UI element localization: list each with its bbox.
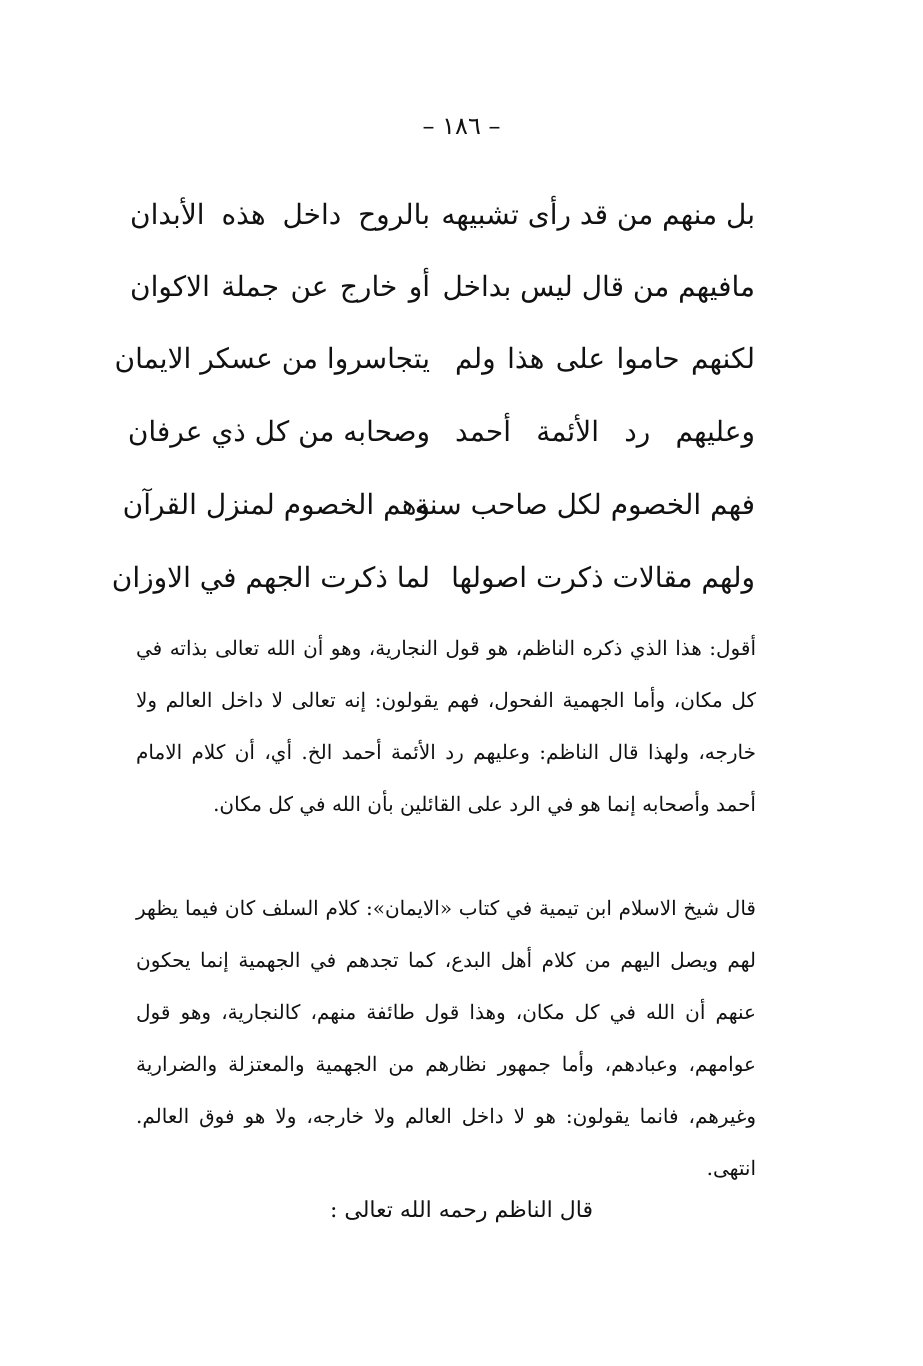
verse-2-first-hemistich: مافيهم من قال ليس بداخل — [442, 270, 755, 303]
commentary-paragraph — [136, 622, 756, 830]
quote-paragraph — [136, 882, 756, 1194]
verse-1 — [130, 190, 755, 240]
verse-3 — [114, 334, 755, 384]
verse-5-second-hemistich: وهم الخصوم لمنزل القرآن — [122, 488, 430, 521]
verse-5 — [122, 480, 755, 530]
verse-2 — [130, 262, 755, 312]
verse-1-second-hemistich: بالروح داخل هذه الأبدان — [130, 198, 430, 231]
verse-2-second-hemistich: أو خارج عن جملة الاكوان — [130, 270, 430, 303]
verse-6-second-hemistich: لما ذكرت الجهم في الاوزان — [111, 561, 430, 594]
page-number: – ١٨٦ – — [422, 112, 501, 140]
verse-6 — [111, 553, 755, 603]
quote-text: قال شيخ الاسلام ابن تيمية في كتاب «الايمان»: كلام السلف كان فيما يظهر لهم ويصل اليهم من كلام أهل البدع، كما تجدهم في الجهمية إنما يحكون عنهم أن الله في كل مكان، وهذا قول طائفة منهم، كالنجارية، وهو قول عوامهم، وعبادهم، وأما جمهور نظارهم من الجهمية والمعتزلة والضرارية وغيرهم، فانما يقولون: هو لا داخل العالم ولا خارجه، ولا هو فوق العالم. انتهى. — [136, 896, 756, 1180]
verse-4 — [127, 407, 755, 457]
verse-1-first-hemistich: بل منهم من قد رأى تشبيهه — [441, 198, 755, 231]
commentary-text: أقول: هذا الذي ذكره الناظم، هو قول النجارية، وهو أن الله تعالى بذاته في كل مكان، وأما الجهمية الفحول، فهم يقولون: إنه تعالى لا داخل العالم ولا خارجه، ولهذا قال الناظم: وعليهم رد الأئمة أحمد الخ. أي، أن كلام الامام أحمد وأصحابه إنما هو في الرد على القائلين بأن الله في كل مكان. — [136, 636, 756, 816]
verse-4-first-hemistich: وعليهم رد الأئمة أحمد — [455, 415, 755, 448]
verse-5-first-hemistich: فهم الخصوم لكل صاحب سنة — [414, 488, 755, 521]
verse-3-second-hemistich: يتجاسروا من عسكر الايمان — [114, 342, 430, 375]
verse-3-first-hemistich: لكنهم حاموا على هذا ولم — [455, 342, 755, 375]
verse-6-first-hemistich: ولهم مقالات ذكرت اصولها — [451, 561, 755, 594]
closing-line: قال الناظم رحمه الله تعالى : — [329, 1198, 593, 1223]
verse-4-second-hemistich: وصحابه من كل ذي عرفان — [127, 415, 430, 448]
